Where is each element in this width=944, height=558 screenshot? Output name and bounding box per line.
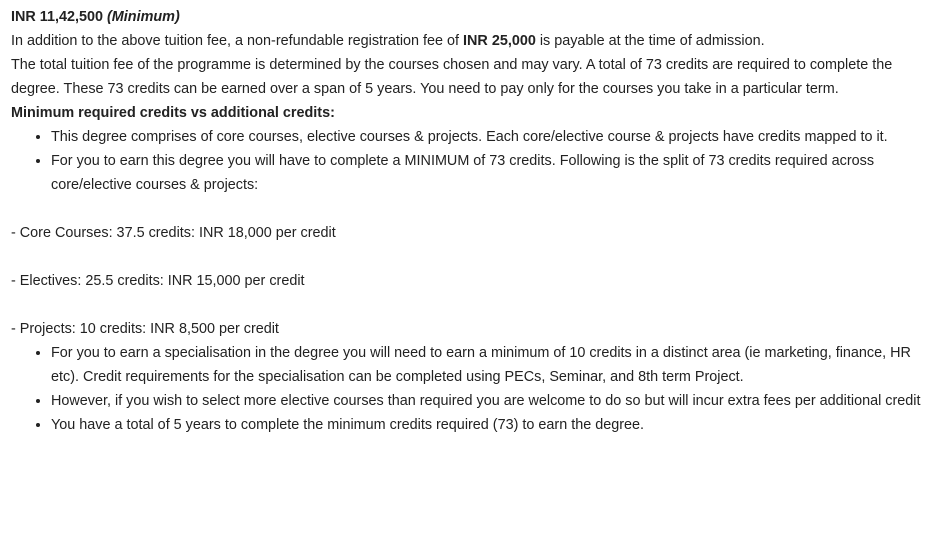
total-tuition-paragraph: The total tuition fee of the programme is determined by the courses chosen and may vary. A total of 73 credits are required to complete the degree. These 73 credits can be earned over a span of 5 years. You need to pay only for the courses you take in a particular term. xyxy=(11,57,893,97)
tuition-fee-line xyxy=(11,5,941,29)
registration-fee-text-after: is payable at the time of admission. xyxy=(535,33,765,49)
split-core-courses: - Core Courses: 37.5 credits: INR 18,000 per credit xyxy=(11,225,336,241)
fee-details-content xyxy=(11,5,941,437)
list-item: • For you to earn a specialisation in the degree you will need to earn a minimum of 10 credits in a distinct area (ie marketing, finance, HR etc). Credit requirements for the specialisation can be completed using PECs, Seminar, and 8th term Project. xyxy=(51,341,941,389)
registration-fee-paragraph xyxy=(11,29,941,53)
list-item: • For you to earn this degree you will have to complete a MINIMUM of 73 credits. Following is the split of 73 credits required across core/elective courses & projects: xyxy=(51,149,941,197)
list-item: • However, if you wish to select more elective courses than required you are welcome to do so but will incur extra fees per additional credit xyxy=(51,389,941,413)
split-projects: - Projects: 10 credits: INR 8,500 per credit xyxy=(11,321,279,337)
list-item: • This degree comprises of core courses, elective courses & projects. Each core/elective course & projects have credits mapped to it. xyxy=(51,125,941,149)
split-electives: - Electives: 25.5 credits: INR 15,000 per credit xyxy=(11,273,305,289)
registration-fee-amount: INR 25,000 xyxy=(463,33,536,49)
tuition-fee-qualifier: (Minimum) xyxy=(107,9,180,25)
tuition-fee-amount: INR 11,42,500 xyxy=(11,9,104,25)
credits-heading: Minimum required credits vs additional credits: xyxy=(11,105,335,121)
list-item: • You have a total of 5 years to complete the minimum credits required (73) to earn the degree. xyxy=(51,413,941,437)
credits-bullet-list xyxy=(11,125,941,197)
additional-info-bullet-list xyxy=(11,341,941,437)
registration-fee-text-before: In addition to the above tuition fee, a non-refundable registration fee of xyxy=(11,33,464,49)
